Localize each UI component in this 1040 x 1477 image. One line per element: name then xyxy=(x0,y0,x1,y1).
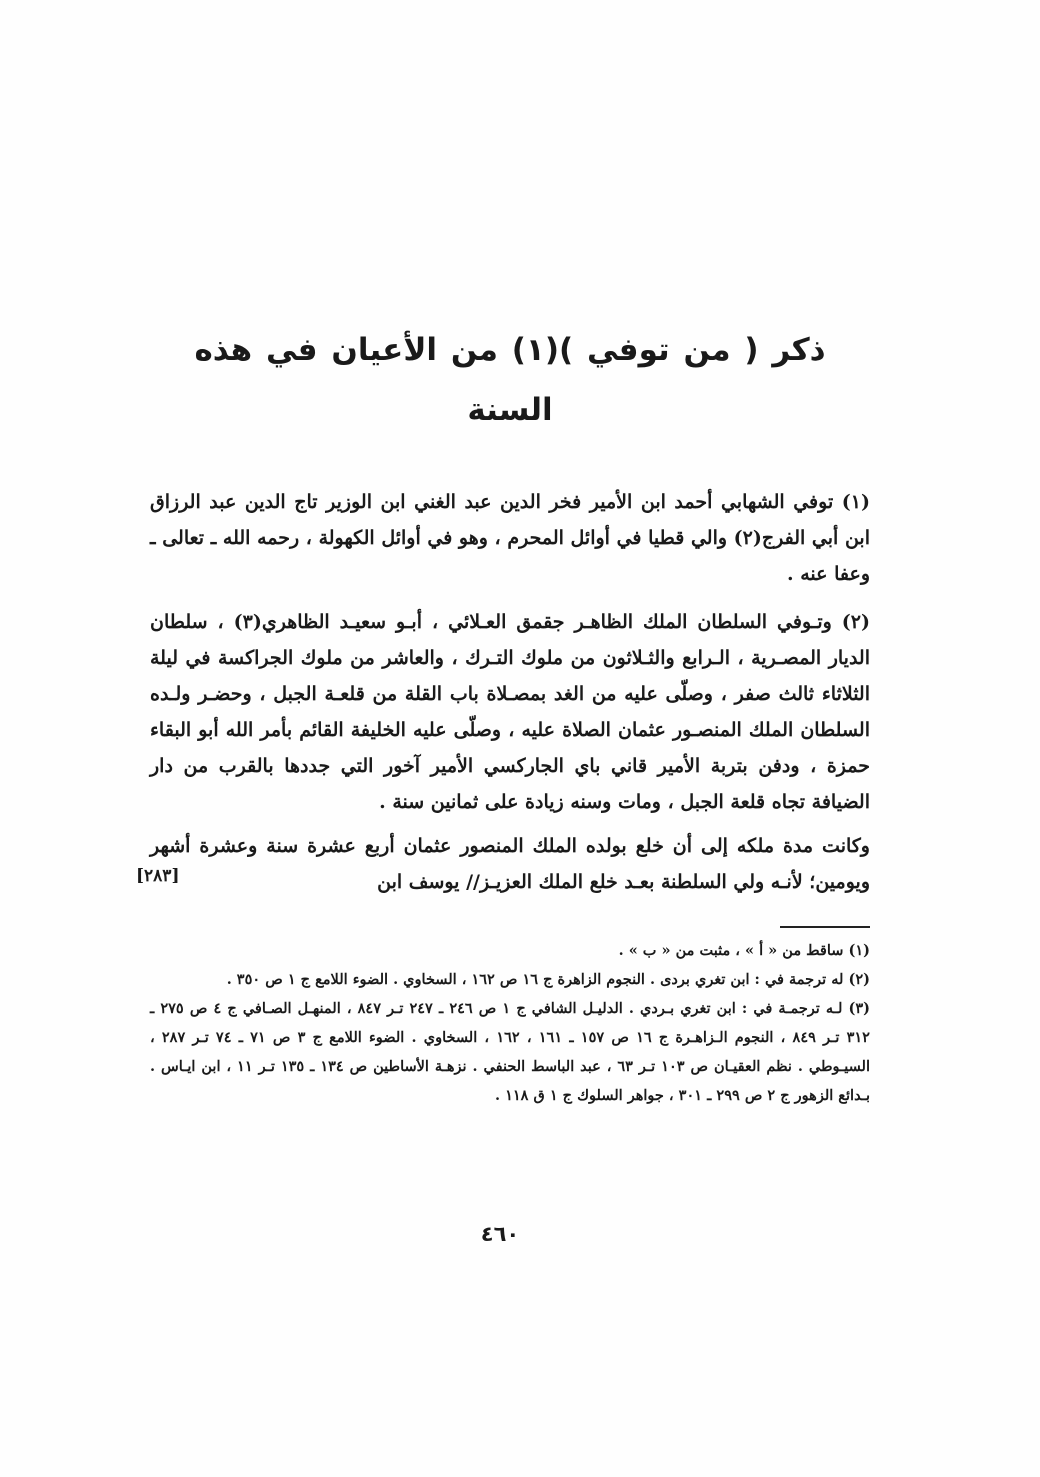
footnote-2: (٢) له ترجمة في : ابن تغري بردى . النجوم الزاهرة ج ١٦ ص ١٦٢ ، السخاوي . الضوء اللامع ج ١ ص ٣٥٠ . xyxy=(226,971,870,988)
footnote-separator xyxy=(780,926,870,928)
paragraph-1: (١) توفي الشهابي أحمد ابن الأمير فخر الدين عبد الغني ابن الوزير تاج الدين عبد الرزاق ابن أبي الفرج(٢) والي قطيا في أوائل المحرم ، وهو في أوائل الكهولة ، رحمه الله ـ تعالى ـ وعفا عنه . xyxy=(150,491,870,585)
section-heading: ذكر ( من توفي )(١) من الأعيان في هذه السنة xyxy=(194,332,826,428)
paragraph-3: وكانت مدة ملكه إلى أن خلع بولده الملك المنصور عثمان أربع عشرة سنة وعشرة أشهر ويومين؛ لأنـه ولي السلطنة بعـد خلع الملك العزيـز// يوسف ابن xyxy=(150,835,870,893)
page-number: ٤٦٠ xyxy=(480,1222,520,1246)
folio-margin-marker: [٢٨٣] xyxy=(136,866,180,886)
footnotes xyxy=(150,936,870,1110)
paragraph-2: (٢) وتـوفي السلطان الملك الظاهـر جقمق العـلائي ، أبـو سعيـد الظاهري(٣) ، سلطان الديار المصـرية ، الـرابع والثـلاثون من ملوك التـرك ، والعاشر من ملوك الجراكسة في ليلة الثلاثاء ثالث صفر ، وصلّى عليه من الغد بمصـلاة باب القلة من قلعـة الجبل ، وحضـر ولـده السلطان الملك المنصـور عثمان الصلاة عليه ، وصلّى عليه الخليفة القائم بأمر الله أبو البقاء حمزة ، ودفن بتربة الأمير قاني باي الجاركسي الأمير آخور التي جددها بالقرب من دار الضيافة تجاه قلعة الجبل ، ومات وسنه زيادة على ثمانين سنة . xyxy=(150,611,870,813)
paragraph-3-wrap xyxy=(136,828,870,900)
footnote-3: (٣) لـه ترجمـة في : ابن تغري بـردي . الدليـل الشافي ج ١ ص ٢٤٦ ـ ٢٤٧ تـر ٨٤٧ ، المنهـل الصـافي ج ٤ ص ٢٧٥ ـ ٣١٢ تـر ٨٤٩ ، النجوم الـزاهـرة ج ١٦ ص ١٥٧ ـ ١٦١ ، ١٦٢ ، السخاوي . الضوء اللامع ج ٣ ص ٧١ ـ ٧٤ تـر ٢٨٧ ، السيـوطي . نظم العقيـان ص ١٠٣ تـر ٦٣ ، عبد الباسط الحنفي . نزهـة الأساطين ص ١٣٤ ـ ١٣٥ تـر ١١ ، ابن ايـاس . بـدائع الزهور ج ٢ ص ٢٩٩ ـ ٣٠١ ، جواهر السلوك ج ١ ق ١١٨ . xyxy=(150,1000,871,1104)
footnote-1: (١) ساقط من « أ » ، مثبت من « ب » . xyxy=(618,942,870,959)
page-content xyxy=(136,320,871,1110)
